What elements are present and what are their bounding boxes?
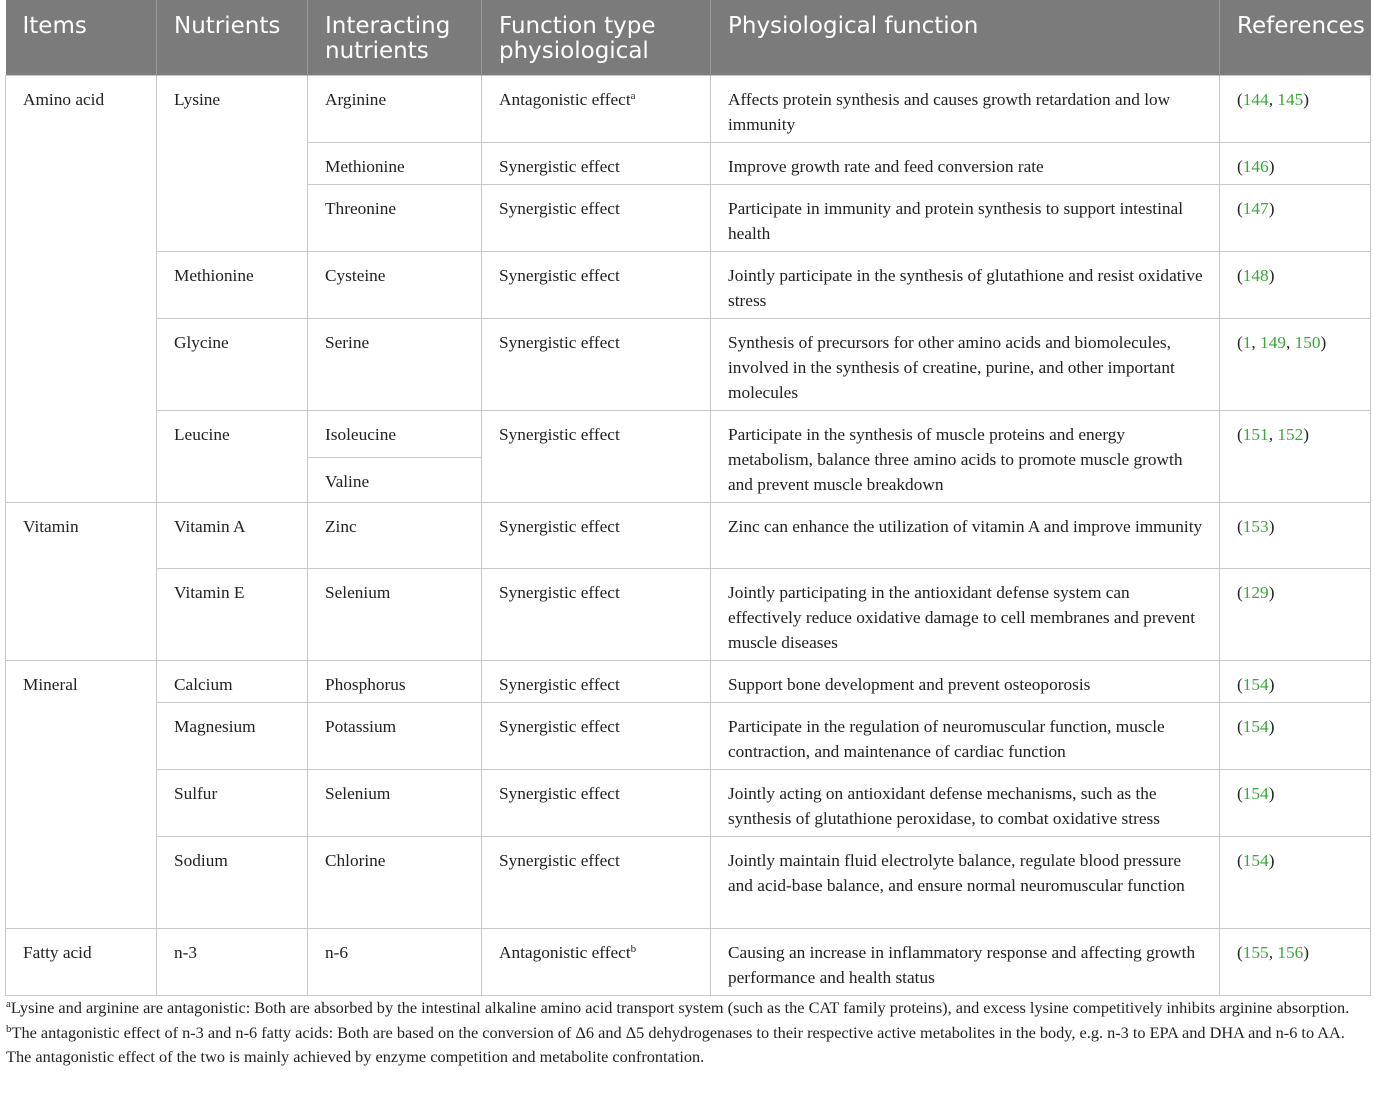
- function-cell: Jointly acting on antioxidant defense mechanisms, such as the synthesis of glutathione peroxidase, to combat oxidative stress: [711, 770, 1220, 837]
- table-row: [6, 319, 1371, 411]
- nutrient-cell: Vitamin E: [157, 569, 308, 661]
- type-cell: Synergistic effect: [482, 770, 711, 837]
- reference-link[interactable]: 146: [1242, 157, 1269, 176]
- reference-link[interactable]: 152: [1277, 425, 1304, 444]
- function-cell: Causing an increase in inflammatory response and affecting growth performance and health status: [711, 929, 1220, 996]
- reference-link[interactable]: 148: [1242, 266, 1269, 285]
- table-row: [6, 569, 1371, 661]
- reference-link[interactable]: 151: [1242, 425, 1269, 444]
- reference-link[interactable]: 153: [1242, 517, 1269, 536]
- item-cell: Vitamin: [6, 503, 157, 661]
- function-cell: Jointly participating in the antioxidant defense system can effectively reduce oxidative damage to cell membranes and prevent muscle diseases: [711, 569, 1220, 661]
- references-cell: (153): [1220, 503, 1371, 569]
- reference-link[interactable]: 150: [1294, 333, 1321, 352]
- references-cell: (147): [1220, 185, 1371, 252]
- references-cell: (129): [1220, 569, 1371, 661]
- nutrient-cell: Sodium: [157, 837, 308, 929]
- footnote-b-text: The antagonistic effect of n-3 and n-6 fatty acids: Both are based on the conversion of Δ6 and Δ5 dehydrogenases to their respective active metabolites in the body, e.g. n-3 to EPA and DHA and n-6 to AA. The antagonistic effect of the two is mainly achieved by enzyme competition and metabolite confrontation.: [6, 1022, 1345, 1066]
- function-cell: Zinc can enhance the utilization of vitamin A and improve immunity: [711, 503, 1220, 569]
- header-function-type: Function type physiological: [482, 0, 711, 76]
- function-cell: Participate in the regulation of neuromuscular function, muscle contraction, and maintenance of cardiac function: [711, 703, 1220, 770]
- partner-cell: Arginine: [308, 76, 482, 143]
- type-cell: Synergistic effect: [482, 185, 711, 252]
- references-cell: (1, 149, 150): [1220, 319, 1371, 411]
- item-cell: Fatty acid: [6, 929, 157, 996]
- nutrient-cell: Sulfur: [157, 770, 308, 837]
- partner-cell: Selenium: [308, 770, 482, 837]
- table-row: [6, 76, 1371, 143]
- reference-link[interactable]: 145: [1277, 90, 1304, 109]
- references-cell: (146): [1220, 143, 1371, 185]
- reference-link[interactable]: 129: [1242, 583, 1269, 602]
- references-cell: (155, 156): [1220, 929, 1371, 996]
- reference-link[interactable]: 149: [1260, 333, 1286, 352]
- reference-link[interactable]: 154: [1242, 784, 1269, 803]
- function-cell: Participate in immunity and protein synthesis to support intestinal health: [711, 185, 1220, 252]
- type-cell: Synergistic effect: [482, 569, 711, 661]
- reference-link[interactable]: 154: [1242, 717, 1269, 736]
- header-items: Items: [6, 0, 157, 76]
- nutrient-cell: Leucine: [157, 411, 308, 503]
- reference-link[interactable]: 154: [1242, 675, 1269, 694]
- partner-cell: Serine: [308, 319, 482, 411]
- item-cell: Mineral: [6, 661, 157, 929]
- references-cell: (154): [1220, 661, 1371, 703]
- type-cell: Synergistic effect: [482, 319, 711, 411]
- function-cell: Affects protein synthesis and causes growth retardation and low immunity: [711, 76, 1220, 143]
- table-row: [6, 703, 1371, 770]
- nutrient-cell: Vitamin A: [157, 503, 308, 569]
- footnote-a-mark: a: [6, 998, 11, 1010]
- references-cell: (154): [1220, 770, 1371, 837]
- nutrient-cell: Glycine: [157, 319, 308, 411]
- table-row: [6, 661, 1371, 703]
- reference-link[interactable]: 1: [1242, 333, 1252, 352]
- partner-cell: Threonine: [308, 185, 482, 252]
- type-cell: [482, 929, 711, 996]
- partner-cell: Phosphorus: [308, 661, 482, 703]
- references-cell: (144, 145): [1220, 76, 1371, 143]
- table-row: [6, 252, 1371, 319]
- type-cell: Synergistic effect: [482, 411, 711, 503]
- partner-cell: Potassium: [308, 703, 482, 770]
- item-cell: Amino acid: [6, 76, 157, 503]
- header-interacting-nutrients: Interacting nutrients: [308, 0, 482, 76]
- footnote-b: [6, 1021, 1368, 1070]
- references-cell: (154): [1220, 703, 1371, 770]
- function-cell: Participate in the synthesis of muscle proteins and energy metabolism, balance three amino acids to promote muscle growth and prevent muscle breakdown: [711, 411, 1220, 503]
- header-row: [6, 0, 1371, 76]
- type-cell: Synergistic effect: [482, 252, 711, 319]
- type-cell: Synergistic effect: [482, 703, 711, 770]
- references-cell: (148): [1220, 252, 1371, 319]
- partner-cell: n-6: [308, 929, 482, 996]
- partner-cell: Chlorine: [308, 837, 482, 929]
- footnote-mark[interactable]: b: [630, 943, 637, 955]
- reference-link[interactable]: 144: [1242, 90, 1269, 109]
- type-cell: [482, 76, 711, 143]
- footnote-a-text: Lysine and arginine are antagonistic: Both are absorbed by the intestinal alkaline amino acid transport system (such as the CAT family proteins), and excess lysine competitively inhibits arginine absorption.: [10, 998, 1350, 1017]
- function-cell: Jointly participate in the synthesis of glutathione and resist oxidative stress: [711, 252, 1220, 319]
- type-cell: Synergistic effect: [482, 661, 711, 703]
- table-row: [6, 503, 1371, 569]
- footnotes: [6, 996, 1368, 1070]
- type-cell: Synergistic effect: [482, 837, 711, 929]
- function-cell: Improve growth rate and feed conversion rate: [711, 143, 1220, 185]
- type-text: Antagonistic effect: [499, 90, 631, 109]
- reference-link[interactable]: 154: [1242, 851, 1269, 870]
- nutrient-cell: Calcium: [157, 661, 308, 703]
- reference-link[interactable]: 147: [1242, 199, 1269, 218]
- footnote-a: [6, 996, 1368, 1021]
- partner-cell: Cysteine: [308, 252, 482, 319]
- table-row: [6, 929, 1371, 996]
- reference-link[interactable]: 156: [1277, 943, 1304, 962]
- function-cell: Synthesis of precursors for other amino acids and biomolecules, involved in the synthesis of creatine, purine, and other important molecules: [711, 319, 1220, 411]
- partner-cell: Methionine: [308, 143, 482, 185]
- table-row: [6, 411, 1371, 458]
- partner-cell: Selenium: [308, 569, 482, 661]
- partner-cell: Isoleucine: [308, 411, 482, 458]
- references-cell: (154): [1220, 837, 1371, 929]
- header-nutrients: Nutrients: [157, 0, 308, 76]
- partner-cell: Zinc: [308, 503, 482, 569]
- table-row: [6, 770, 1371, 837]
- nutrient-cell: Lysine: [157, 76, 308, 252]
- header-references: References: [1220, 0, 1371, 76]
- reference-link[interactable]: 155: [1242, 943, 1269, 962]
- nutrient-cell: Methionine: [157, 252, 308, 319]
- type-text: Antagonistic effect: [499, 943, 631, 962]
- footnote-b-mark: b: [6, 1022, 12, 1035]
- header-physiological-function: Physiological function: [711, 0, 1220, 76]
- nutrient-interaction-table: [5, 0, 1370, 996]
- partner-cell: Valine: [308, 458, 482, 503]
- table-row: [6, 837, 1371, 929]
- type-cell: Synergistic effect: [482, 503, 711, 569]
- references-cell: (151, 152): [1220, 411, 1371, 503]
- function-cell: Jointly maintain fluid electrolyte balance, regulate blood pressure and acid-base balance, and ensure normal neuromuscular function: [711, 837, 1220, 929]
- footnote-mark[interactable]: a: [630, 90, 636, 102]
- function-cell: Support bone development and prevent osteoporosis: [711, 661, 1220, 703]
- type-cell: Synergistic effect: [482, 143, 711, 185]
- nutrient-cell: Magnesium: [157, 703, 308, 770]
- nutrient-cell: n-3: [157, 929, 308, 996]
